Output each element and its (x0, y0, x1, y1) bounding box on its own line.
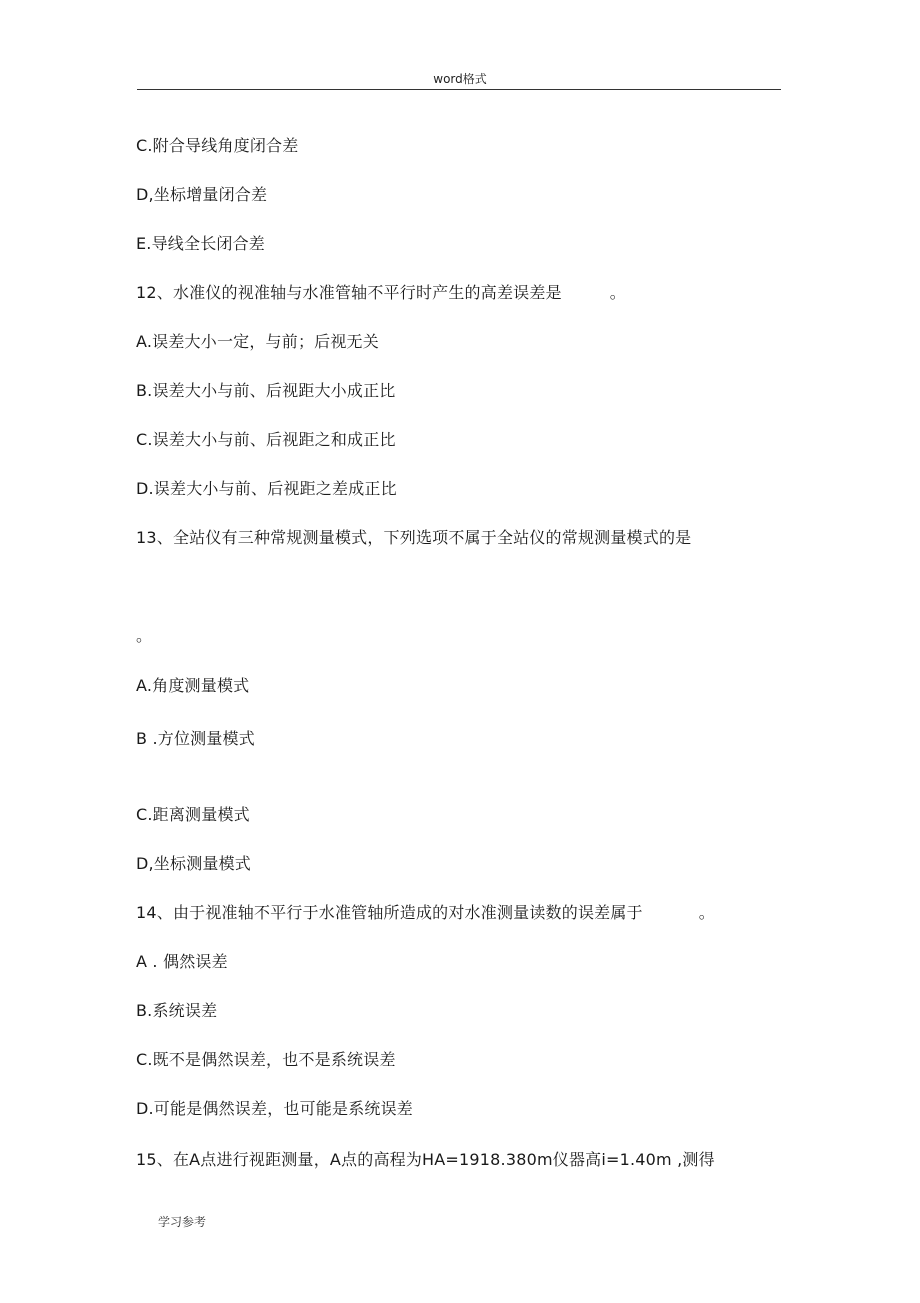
q14-stem-line (136, 903, 715, 923)
q11-option-c: C.附合导线角度闭合差 (136, 136, 299, 155)
q12-stem-end: 。 (609, 283, 626, 302)
q14-option-c: C.既不是偶然误差，也不是系统误差 (136, 1050, 396, 1069)
q11-option-d: D,坐标增量闭合差 (136, 185, 268, 204)
q14-option-a: A . 偶然误差 (136, 952, 228, 971)
q12-option-d: D.误差大小与前、后视距之差成正比 (136, 479, 397, 498)
q13-option-c: C.距离测量模式 (136, 805, 250, 824)
q14-option-b: B.系统误差 (136, 1001, 218, 1020)
q14-option-d: D.可能是偶然误差，也可能是系统误差 (136, 1099, 414, 1118)
q11-option-e: E.导线全长闭合差 (136, 234, 265, 253)
q13-stem-end: 。 (136, 626, 153, 645)
header-divider (137, 89, 781, 90)
page-footer-label: 学习参考 (158, 1215, 207, 1229)
q13-option-a: A.角度测量模式 (136, 676, 250, 695)
q12-option-a: A.误差大小一定，与前；后视无关 (136, 332, 379, 351)
q13-option-d: D,坐标测量模式 (136, 854, 252, 873)
q12-option-c: C.误差大小与前、后视距之和成正比 (136, 430, 396, 449)
q12-stem: 12、水准仪的视准轴与水准管轴不平行时产生的高差误差是 (136, 283, 562, 302)
q14-stem-end: 。 (698, 903, 715, 922)
q13-option-b: B .方位测量模式 (136, 729, 255, 748)
q13-stem: 13、全站仪有三种常规测量模式，下列选项不属于全站仪的常规测量模式的是 (136, 528, 692, 547)
q15-stem: 15、在A点进行视距测量，A点的高程为HA=1918.380m仪器高i=1.40m ,测得 (136, 1150, 715, 1169)
q12-option-b: B.误差大小与前、后视距大小成正比 (136, 381, 396, 400)
q14-stem: 14、由于视准轴不平行于水准管轴所造成的对水准测量读数的误差属于 (136, 903, 643, 922)
q12-stem-line (136, 283, 626, 303)
page-header-title: word格式 (433, 72, 487, 86)
